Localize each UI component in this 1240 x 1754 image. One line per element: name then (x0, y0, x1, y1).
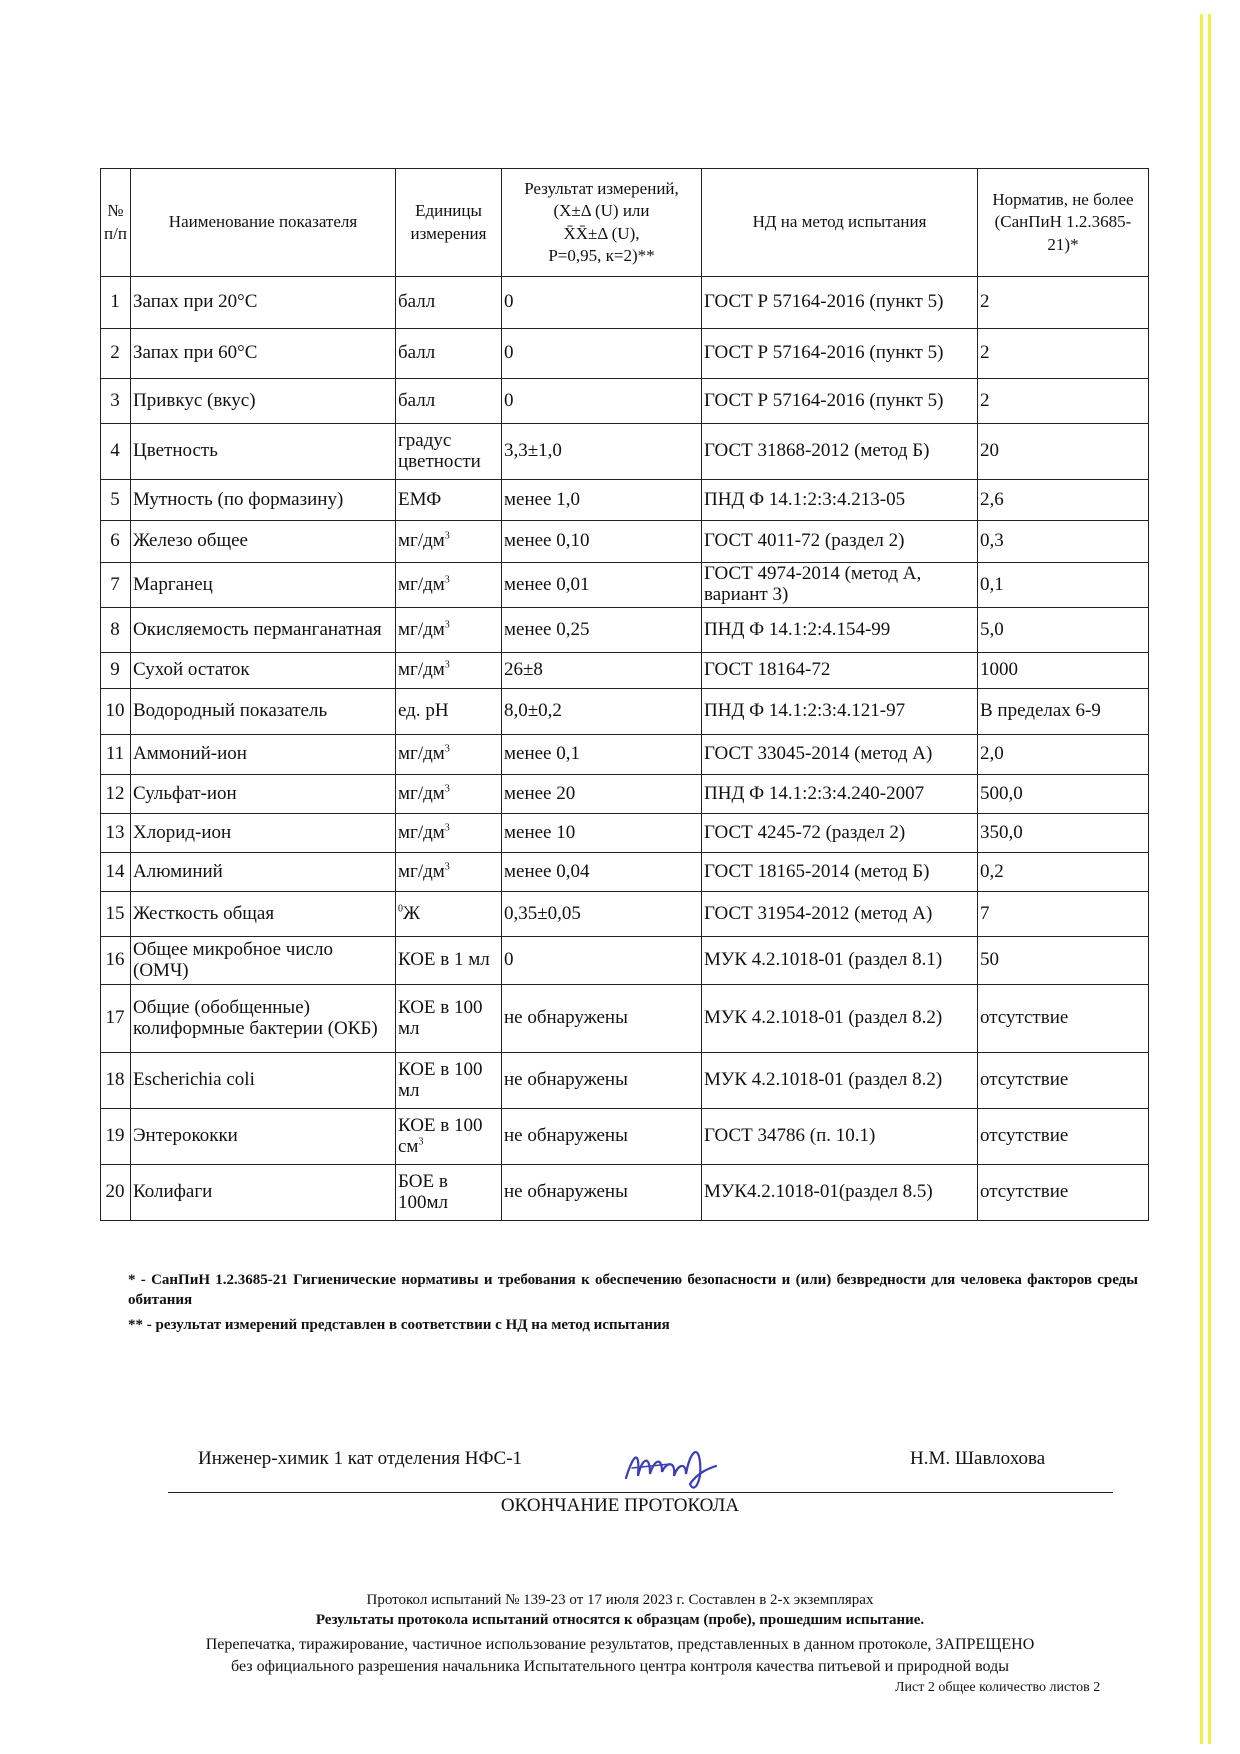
cell-name: Алюминий (131, 853, 396, 892)
unit-text: БОЕ в 100мл (398, 1170, 449, 1213)
cell-name: Железо общее (131, 521, 396, 563)
cell-result: 3,3±1,0 (502, 424, 702, 480)
cell-name: Запах при 60°С (131, 329, 396, 379)
cell-name: Общее микробное число (ОМЧ) (131, 937, 396, 985)
table-row (101, 735, 1149, 775)
unit-superscript: 3 (444, 574, 450, 586)
edge-line (1208, 14, 1211, 1744)
table-row (101, 853, 1149, 892)
footer-results-note: Результаты протокола испытаний относятся к образцам (пробе), прошедшим испытание. (315, 1612, 925, 1628)
table-row (101, 329, 1149, 379)
cell-name: Колифаги (131, 1165, 396, 1221)
unit-text: мг/дм (398, 821, 445, 843)
table-row (101, 379, 1149, 424)
results-table (100, 168, 1149, 1221)
cell-unit (396, 735, 502, 775)
cell-num: 12 (101, 775, 131, 814)
cell-method: ГОСТ Р 57164-2016 (пункт 5) (702, 379, 978, 424)
cell-method: ГОСТ 4974-2014 (метод А, вариант 3) (702, 563, 978, 608)
unit-text: мг/дм (398, 743, 445, 765)
cell-norm: 2,6 (978, 480, 1149, 521)
cell-num: 15 (101, 892, 131, 937)
unit-text: КОЕ в 100 мл (398, 996, 483, 1039)
cell-norm: 2 (978, 329, 1149, 379)
cell-name: Марганец (131, 563, 396, 608)
cell-method: ГОСТ 18164-72 (702, 653, 978, 689)
cell-norm: 1000 (978, 653, 1149, 689)
unit-text: градус цветности (398, 429, 481, 472)
cell-unit (396, 814, 502, 853)
cell-norm: отсутствие (978, 1165, 1149, 1221)
sheet-counter: Лист 2 общее количество листов 2 (895, 1680, 1101, 1695)
edge-line (1200, 14, 1203, 1744)
unit-superscript: 3 (418, 1136, 424, 1148)
unit-text: балл (398, 342, 436, 364)
unit-text: КОЕ в 100 см (398, 1114, 483, 1157)
cell-num: 14 (101, 853, 131, 892)
cell-name: Водородный показатель (131, 689, 396, 735)
unit-text: КОЕ в 1 мл (398, 949, 490, 971)
cell-method: ГОСТ Р 57164-2016 (пункт 5) (702, 329, 978, 379)
table-row (101, 985, 1149, 1053)
cell-result: 0 (502, 329, 702, 379)
unit-text: мг/дм (398, 860, 445, 882)
cell-num: 8 (101, 608, 131, 653)
cell-result: 0 (502, 277, 702, 329)
header-norm: Норматив, не более (СанПиН 1.2.3685-21)* (978, 169, 1149, 277)
cell-num: 3 (101, 379, 131, 424)
cell-unit (396, 1109, 502, 1165)
cell-num: 20 (101, 1165, 131, 1221)
cell-norm: 7 (978, 892, 1149, 937)
cell-name: Escherichia coli (131, 1053, 396, 1109)
cell-method: ПНД Ф 14.1:2:3:4.121-97 (702, 689, 978, 735)
table-row (101, 1109, 1149, 1165)
cell-num: 6 (101, 521, 131, 563)
cell-unit (396, 608, 502, 653)
cell-method: ПНД Ф 14.1:2:4.154-99 (702, 608, 978, 653)
cell-result: 8,0±0,2 (502, 689, 702, 735)
cell-unit (396, 424, 502, 480)
cell-result: менее 0,1 (502, 735, 702, 775)
cell-result: не обнаружены (502, 1165, 702, 1221)
cell-norm: 2,0 (978, 735, 1149, 775)
cell-num: 16 (101, 937, 131, 985)
unit-text: балл (398, 389, 436, 411)
cell-norm: отсутствие (978, 985, 1149, 1053)
cell-unit (396, 563, 502, 608)
cell-method: ГОСТ 4011-72 (раздел 2) (702, 521, 978, 563)
unit-text: мг/дм (398, 659, 445, 681)
cell-norm: 20 (978, 424, 1149, 480)
cell-name: Цветность (131, 424, 396, 480)
cell-method: ПНД Ф 14.1:2:3:4.240-2007 (702, 775, 978, 814)
cell-result: менее 0,04 (502, 853, 702, 892)
cell-method: ГОСТ 31868-2012 (метод Б) (702, 424, 978, 480)
cell-unit (396, 689, 502, 735)
table-row (101, 653, 1149, 689)
table-row (101, 1053, 1149, 1109)
cell-unit (396, 329, 502, 379)
cell-method: ГОСТ 31954-2012 (метод А) (702, 892, 978, 937)
cell-norm: 50 (978, 937, 1149, 985)
table-row (101, 521, 1149, 563)
cell-norm: 5,0 (978, 608, 1149, 653)
unit-text: мг/дм (398, 618, 445, 640)
unit-superscript: 3 (444, 822, 450, 834)
unit-text: мг/дм (398, 530, 445, 552)
header-row (101, 169, 1149, 277)
cell-num: 19 (101, 1109, 131, 1165)
cell-name: Привкус (вкус) (131, 379, 396, 424)
cell-name: Сухой остаток (131, 653, 396, 689)
unit-superscript: 3 (444, 861, 450, 873)
cell-unit (396, 653, 502, 689)
cell-method: МУК 4.2.1018-01 (раздел 8.2) (702, 1053, 978, 1109)
footnote-sanpin: * - СанПиН 1.2.3685-21 Гигиенические нормативы и требования к обеспечению безопасности и (или) безвредности для человека факторов среды обитания (128, 1272, 1138, 1309)
footer-permission: без официального разрешения начальника Испытательного центра контроля качества питьевой и природной воды (231, 1658, 1009, 1675)
cell-result: 0,35±0,05 (502, 892, 702, 937)
unit-text: мг/дм (398, 573, 445, 595)
cell-method: ГОСТ Р 57164-2016 (пункт 5) (702, 277, 978, 329)
table-row (101, 563, 1149, 608)
cell-num: 18 (101, 1053, 131, 1109)
unit-text: Ж (403, 902, 421, 924)
cell-num: 13 (101, 814, 131, 853)
cell-name: Мутность (по формазину) (131, 480, 396, 521)
cell-method: ГОСТ 18165-2014 (метод Б) (702, 853, 978, 892)
cell-num: 11 (101, 735, 131, 775)
cell-result: не обнаружены (502, 1053, 702, 1109)
cell-unit (396, 775, 502, 814)
table-row (101, 608, 1149, 653)
cell-name: Жесткость общая (131, 892, 396, 937)
header-name: Наименование показателя (131, 169, 396, 277)
header-units: Единицы измерения (396, 169, 502, 277)
table-row (101, 814, 1149, 853)
table-row (101, 892, 1149, 937)
cell-name: Энтерококки (131, 1109, 396, 1165)
cell-result: менее 1,0 (502, 480, 702, 521)
cell-name: Хлорид-ион (131, 814, 396, 853)
cell-num: 9 (101, 653, 131, 689)
cell-result: менее 0,01 (502, 563, 702, 608)
cell-method: ГОСТ 4245-72 (раздел 2) (702, 814, 978, 853)
cell-result: менее 0,25 (502, 608, 702, 653)
cell-method: МУК 4.2.1018-01 (раздел 8.1) (702, 937, 978, 985)
cell-unit (396, 892, 502, 937)
table-row (101, 1165, 1149, 1221)
unit-text: балл (398, 291, 436, 313)
cell-method: ГОСТ 34786 (п. 10.1) (702, 1109, 978, 1165)
cell-unit (396, 937, 502, 985)
signer-position: Инженер-химик 1 кат отделения НФС-1 (198, 1448, 523, 1469)
cell-unit (396, 1053, 502, 1109)
cell-unit (396, 480, 502, 521)
cell-num: 10 (101, 689, 131, 735)
header-result: Результат измерений, (Х±Δ (U) или X̄X̄±Δ (U), Р=0,95, к=2)** (502, 169, 702, 277)
cell-norm: 2 (978, 277, 1149, 329)
footer-reprint-warning: Перепечатка, тиражирование, частичное использование результатов, представленных в данном протоколе, ЗАПРЕЩЕНО (205, 1636, 1035, 1653)
cell-num: 17 (101, 985, 131, 1053)
cell-unit (396, 853, 502, 892)
unit-text: ед. рН (398, 700, 449, 722)
cell-norm: 350,0 (978, 814, 1149, 853)
cell-norm: 2 (978, 379, 1149, 424)
unit-superscript: 3 (444, 743, 450, 755)
cell-method: ГОСТ 33045-2014 (метод А) (702, 735, 978, 775)
cell-result: 26±8 (502, 653, 702, 689)
unit-superscript: 3 (444, 619, 450, 631)
cell-norm: отсутствие (978, 1109, 1149, 1165)
table-row (101, 277, 1149, 329)
cell-result: менее 20 (502, 775, 702, 814)
cell-num: 1 (101, 277, 131, 329)
cell-result: 0 (502, 937, 702, 985)
footer-protocol-info: Протокол испытаний № 139-23 от 17 июля 2023 г. Составлен в 2-х экземплярах (366, 1592, 874, 1608)
cell-num: 7 (101, 563, 131, 608)
cell-method: ПНД Ф 14.1:2:3:4.213-05 (702, 480, 978, 521)
cell-norm: отсутствие (978, 1053, 1149, 1109)
cell-result: менее 0,10 (502, 521, 702, 563)
cell-name: Общие (обобщенные) колиформные бактерии (ОКБ) (131, 985, 396, 1053)
unit-superscript: 3 (444, 659, 450, 671)
table-row (101, 480, 1149, 521)
unit-degree-sup: 0 (398, 903, 403, 915)
cell-num: 2 (101, 329, 131, 379)
cell-unit (396, 1165, 502, 1221)
table-row (101, 937, 1149, 985)
cell-norm: 0,1 (978, 563, 1149, 608)
cell-norm: 500,0 (978, 775, 1149, 814)
cell-name: Окисляемость перманганатная (131, 608, 396, 653)
unit-superscript: 3 (444, 530, 450, 542)
cell-name: Сульфат-ион (131, 775, 396, 814)
unit-text: КОЕ в 100 мл (398, 1058, 483, 1101)
cell-unit (396, 379, 502, 424)
table-row (101, 689, 1149, 735)
cell-method: МУК 4.2.1018-01 (раздел 8.2) (702, 985, 978, 1053)
cell-norm: 0,3 (978, 521, 1149, 563)
cell-name: Запах при 20°С (131, 277, 396, 329)
cell-num: 4 (101, 424, 131, 480)
cell-num: 5 (101, 480, 131, 521)
protocol-end: ОКОНЧАНИЕ ПРОТОКОЛА (500, 1495, 740, 1516)
table-row (101, 424, 1149, 480)
unit-superscript: 3 (444, 783, 450, 795)
cell-unit (396, 985, 502, 1053)
cell-result: 0 (502, 379, 702, 424)
cell-unit (396, 521, 502, 563)
header-num: № п/п (101, 169, 131, 277)
cell-result: не обнаружены (502, 1109, 702, 1165)
cell-name: Аммоний-ион (131, 735, 396, 775)
handwritten-signature (620, 1438, 720, 1496)
table-row (101, 775, 1149, 814)
signer-name: Н.М. Шавлохова (910, 1448, 1046, 1469)
signature-line (168, 1492, 1113, 1493)
header-method: НД на метод испытания (702, 169, 978, 277)
cell-norm: 0,2 (978, 853, 1149, 892)
unit-text: мг/дм (398, 782, 445, 804)
cell-result: не обнаружены (502, 985, 702, 1053)
cell-method: МУК4.2.1018-01(раздел 8.5) (702, 1165, 978, 1221)
cell-unit (396, 277, 502, 329)
cell-result: менее 10 (502, 814, 702, 853)
unit-text: ЕМФ (398, 488, 442, 510)
cell-norm: В пределах 6-9 (978, 689, 1149, 735)
footnote-result: ** - результат измерений представлен в соответствии с НД на метод испытания (128, 1317, 670, 1333)
